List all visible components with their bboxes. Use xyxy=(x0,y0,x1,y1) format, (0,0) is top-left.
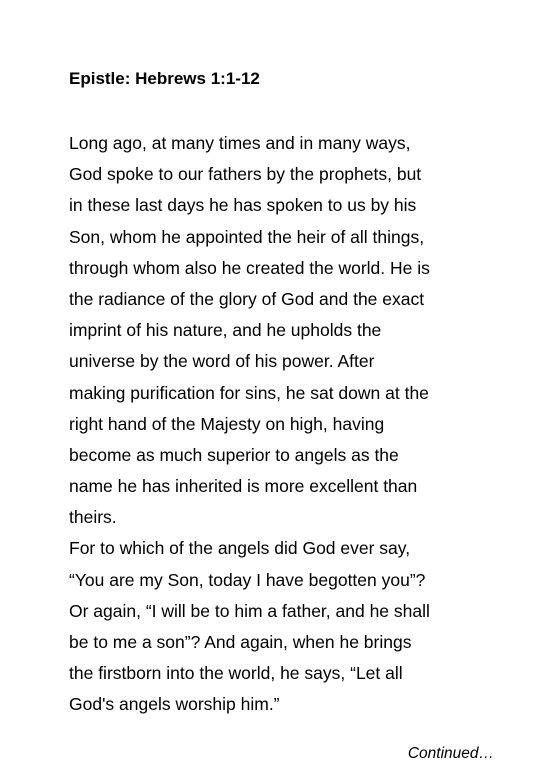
document-title: Epistle: Hebrews 1:1-12 xyxy=(69,69,260,88)
text-line: in these last days he has spoken to us by his xyxy=(69,195,417,216)
text-line: theirs. xyxy=(69,507,117,528)
text-line: Son, whom he appointed the heir of all things, xyxy=(69,226,425,247)
text-line: name he has inherited is more excellent than xyxy=(69,476,418,497)
text-line: God spoke to our fathers by the prophets, but xyxy=(69,164,422,185)
text-line: Or again, “I will be to him a father, and he shall xyxy=(69,600,430,621)
text-line: Long ago, at many times and in many ways, xyxy=(69,133,411,153)
text-line: be to me a son”? And again, when he brings xyxy=(69,632,412,652)
text-line: through whom also he created the world. He is xyxy=(69,257,430,278)
text-line: the radiance of the glory of God and the exact xyxy=(69,288,425,309)
text-line: the firstborn into the world, he says, “Let all xyxy=(69,663,403,684)
text-line: right hand of the Majesty on high, having xyxy=(69,413,385,434)
text-line: “You are my Son, today I have begotten you”? xyxy=(69,569,426,590)
text-line: universe by the word of his power. After xyxy=(69,351,375,372)
scripture-text xyxy=(69,128,509,721)
text-line: making purification for sins, he sat down at the xyxy=(69,382,429,403)
continued-note: Continued… xyxy=(407,745,494,762)
text-line: For to which of the angels did God ever say, xyxy=(69,538,411,559)
text-line: imprint of his nature, and he upholds the xyxy=(69,320,382,341)
text-line: God's angels worship him.” xyxy=(69,694,280,715)
text-line: become as much superior to angels as the xyxy=(69,444,399,465)
